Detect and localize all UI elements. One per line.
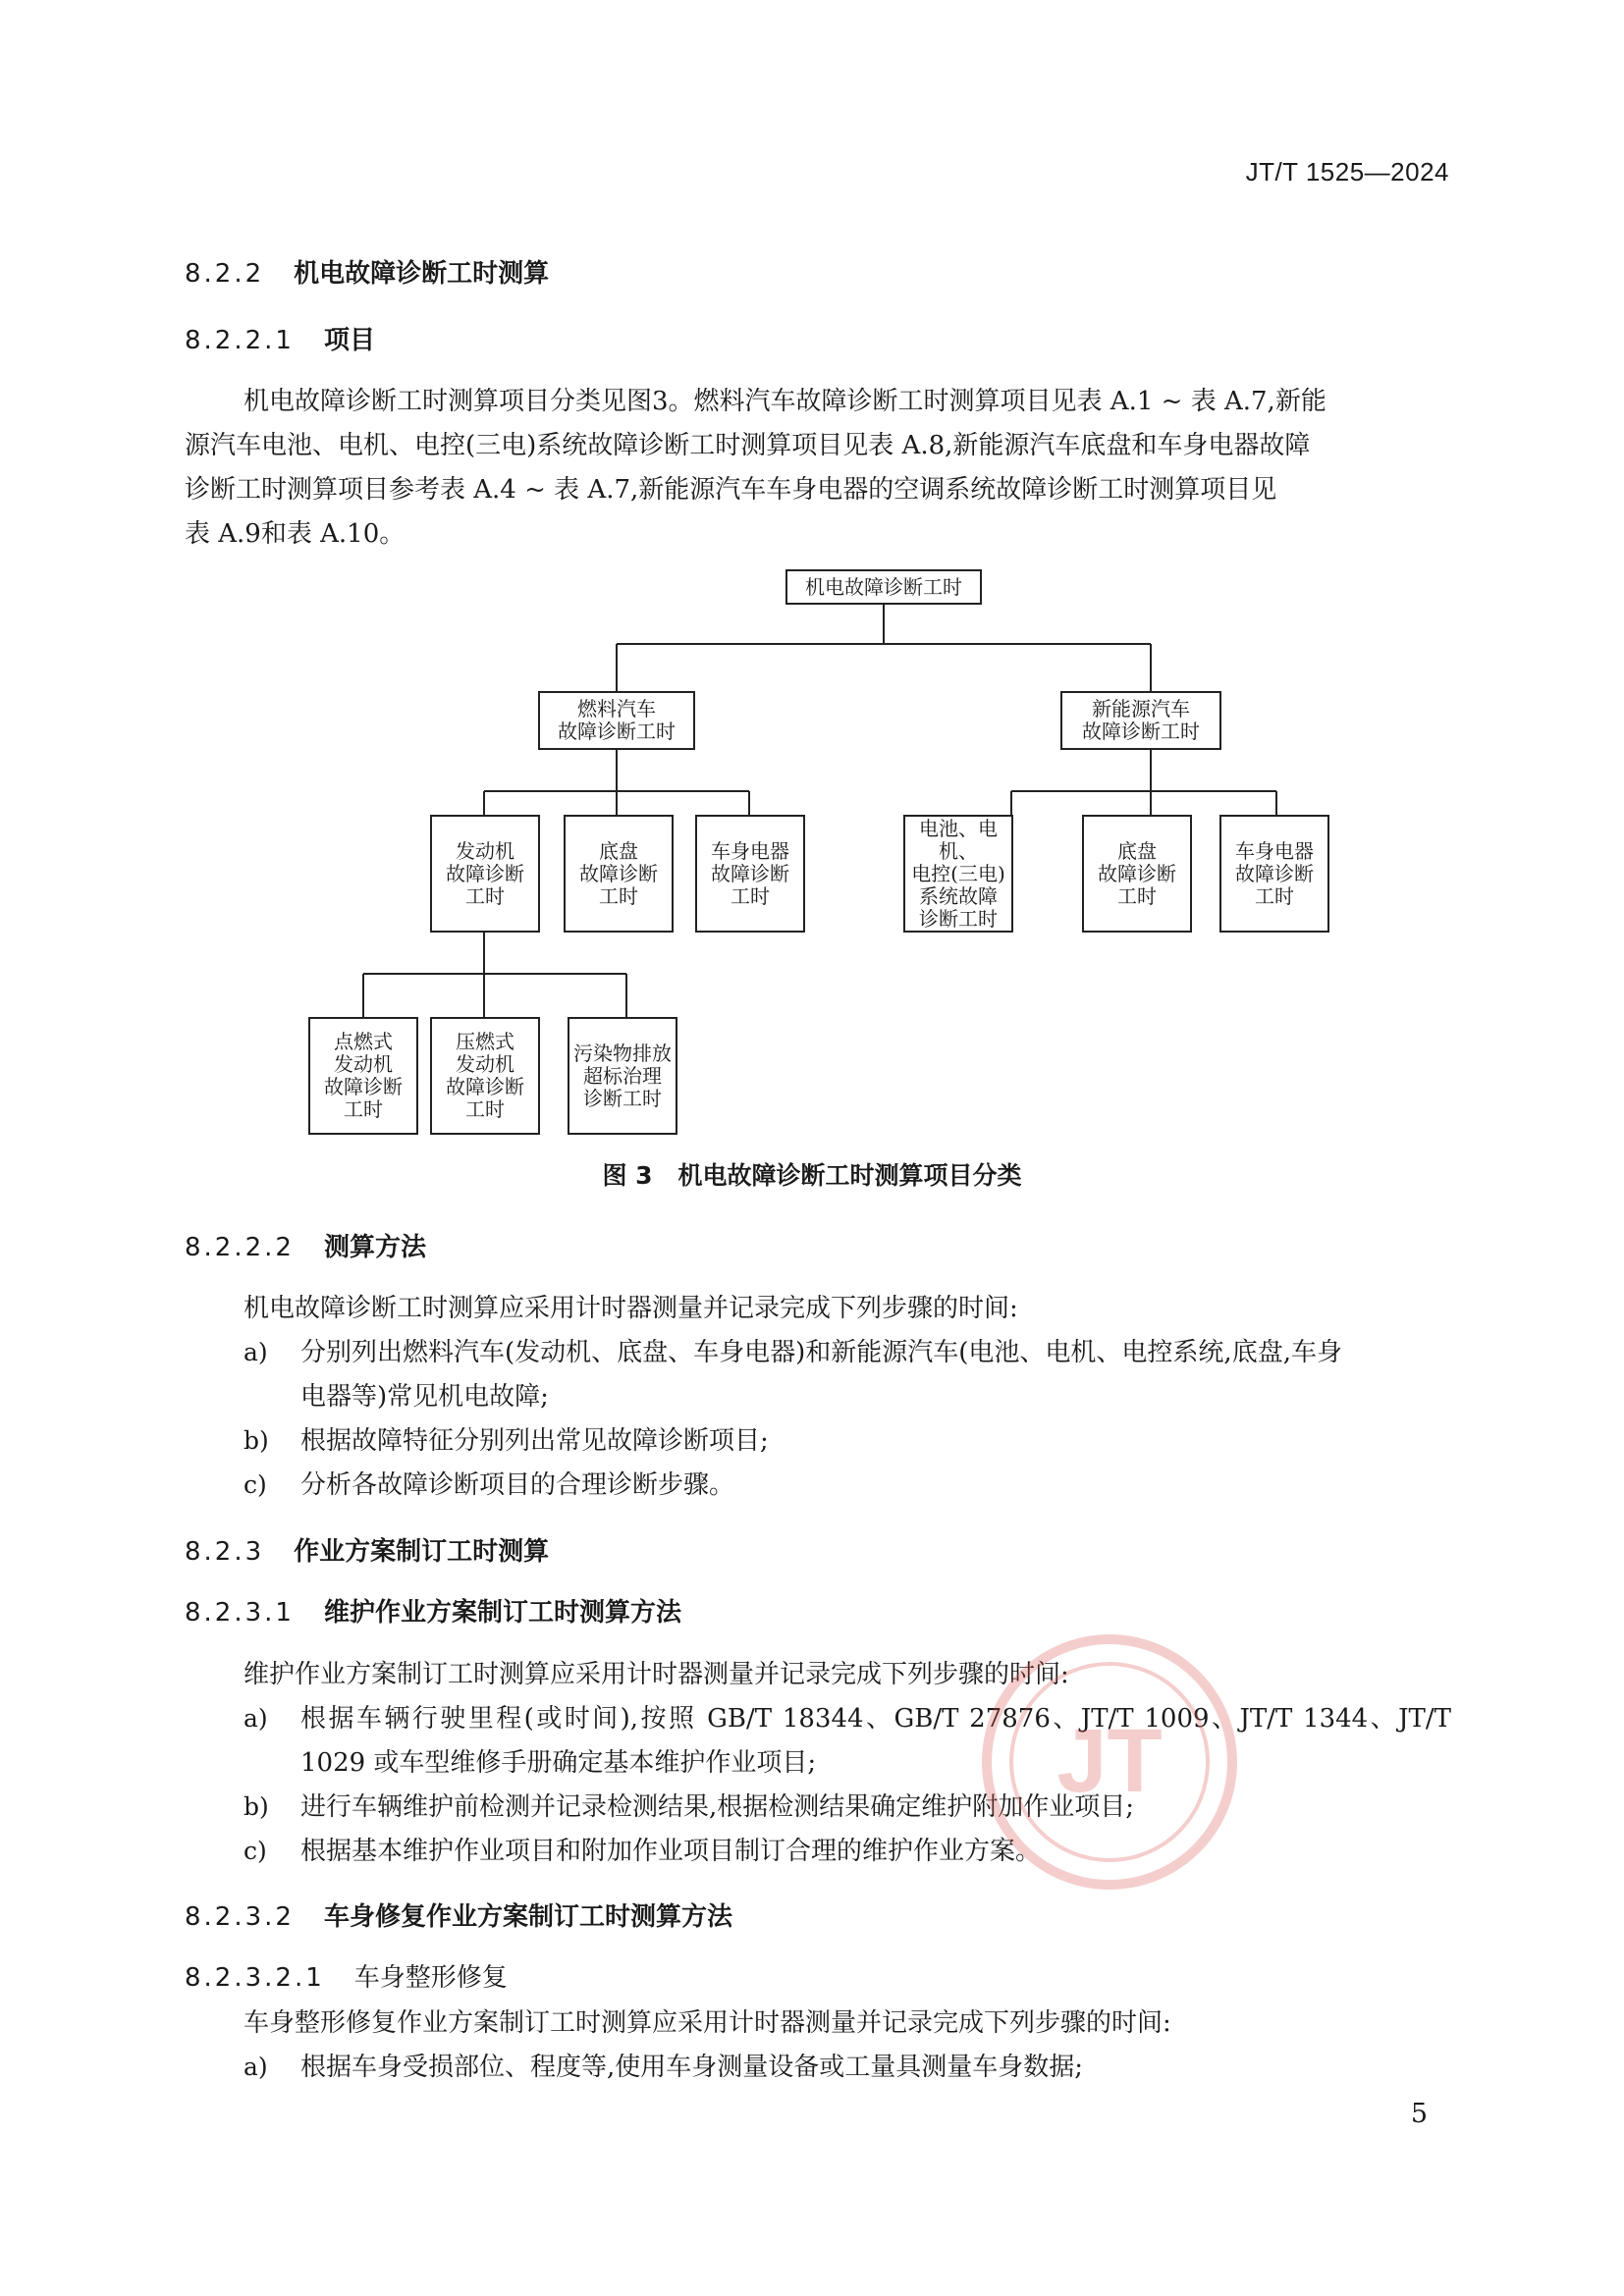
section-heading-8-2-3: [185, 1531, 549, 1568]
node-body-electrical-nev: 车身电器 故障诊断 工时: [1219, 815, 1329, 933]
section-heading-8-2-2: [185, 253, 549, 290]
figure-number: 图 3: [602, 1161, 653, 1190]
section-heading-8-2-2-2: [185, 1227, 426, 1263]
node-spark-ignition: 点燃式 发动机 故障诊断 工时: [308, 1017, 418, 1135]
list-item-line: 分析各故障诊断项目的合理诊断步骤。: [300, 1470, 735, 1500]
list-label: c): [244, 1470, 267, 1499]
paragraph-line: 机电故障诊断工时测算项目分类见图3。燃料汽车故障诊断工时测算项目见表 A.1 ~ 表 A.7,新能: [244, 387, 1326, 416]
jt-stamp-watermark: [977, 1629, 1242, 1895]
figure-title: 机电故障诊断工时测算项目分类: [677, 1161, 1022, 1190]
section-number: 8.2.2.2: [185, 1233, 295, 1262]
section-title: 维护作业方案制订工时测算方法: [323, 1598, 681, 1628]
section-heading-8-2-2-1: [185, 320, 375, 356]
node-fuel-vehicle: 燃料汽车 故障诊断工时: [538, 691, 695, 750]
section-number: 8.2.2.1: [185, 326, 295, 355]
list-item-line: 根据基本维护作业项目和附加作业项目制订合理的维护作业方案。: [300, 1837, 1042, 1866]
section-title: 项目: [323, 326, 375, 355]
list-item-line: 进行车辆维护前检测并记录检测结果,根据检测结果确定维护附加作业项目;: [300, 1792, 1135, 1822]
section-number: 8.2.3.1: [185, 1598, 295, 1628]
list-item-line: 根据故障特征分别列出常见故障诊断项目;: [300, 1426, 769, 1456]
node-chassis-fuel: 底盘 故障诊断 工时: [564, 815, 674, 933]
paragraph-intro: 车身整形修复作业方案制订工时测算应采用计时器测量并记录完成下列步骤的时间:: [244, 2008, 1171, 2038]
document-number: JT/T 1525—2024: [1245, 157, 1449, 187]
page-number: 5: [1410, 2099, 1428, 2129]
section-heading-8-2-3-2: [185, 1896, 732, 1933]
list-item-line: 1029 或车型维修手册确定基本维护作业项目;: [300, 1748, 817, 1778]
section-title: 车身整形修复: [353, 1963, 508, 1993]
node-emission-control: 污染物排放 超标治理 诊断工时: [568, 1017, 677, 1135]
list-item-line: 根据车辆行驶里程(或时间),按照 GB/T 18344、GB/T 27876、JT/T 1009、JT/T 1344、JT/T: [300, 1704, 1451, 1734]
section-title: 车身修复作业方案制订工时测算方法: [323, 1902, 732, 1932]
list-item-line: 电器等)常见机电故障;: [300, 1382, 549, 1412]
list-label: c): [244, 1837, 267, 1865]
list-label: b): [244, 1426, 269, 1455]
figure-caption: [0, 1156, 1624, 1192]
node-body-electrical-fuel: 车身电器 故障诊断 工时: [695, 815, 805, 933]
paragraph-intro: 机电故障诊断工时测算应采用计时器测量并记录完成下列步骤的时间:: [244, 1294, 1018, 1323]
node-compression-ignition: 压燃式 发动机 故障诊断 工时: [430, 1017, 540, 1135]
section-title: 测算方法: [323, 1233, 426, 1262]
paragraph-line: 诊断工时测算项目参考表 A.4 ~ 表 A.7,新能源汽车车身电器的空调系统故障诊断工时测算项目见: [185, 475, 1277, 505]
list-label: a): [244, 2053, 268, 2081]
paragraph-line: 表 A.9和表 A.10。: [185, 519, 406, 549]
section-number: 8.2.3: [185, 1537, 265, 1567]
section-title: 作业方案制订工时测算: [294, 1537, 550, 1567]
list-item-line: 根据车身受损部位、程度等,使用车身测量设备或工量具测量车身数据;: [300, 2053, 1084, 2082]
node-three-electric: 电池、电机、 电控(三电) 系统故障 诊断工时: [903, 815, 1013, 933]
section-heading-8-2-3-2-1: [185, 1957, 508, 1994]
node-new-energy-vehicle: 新能源汽车 故障诊断工时: [1060, 691, 1221, 750]
section-title: 机电故障诊断工时测算: [294, 259, 550, 289]
paragraph-line: 源汽车电池、电机、电控(三电)系统故障诊断工时测算项目见表 A.8,新能源汽车底盘和车身电器故障: [185, 431, 1311, 460]
list-label: a): [244, 1704, 268, 1733]
node-engine: 发动机 故障诊断 工时: [430, 815, 540, 933]
stamp-text: JT: [1056, 1711, 1163, 1811]
section-heading-8-2-3-1: [185, 1592, 681, 1629]
list-label: a): [244, 1338, 268, 1366]
section-number: 8.2.3.2: [185, 1902, 295, 1932]
list-item-line: 分别列出燃料汽车(发动机、底盘、车身电器)和新能源汽车(电池、电机、电控系统,底盘,车身: [300, 1338, 1342, 1367]
section-number: 8.2.3.2.1: [185, 1963, 325, 1993]
list-label: b): [244, 1792, 269, 1821]
node-root: 机电故障诊断工时: [785, 569, 982, 605]
paragraph-intro: 维护作业方案制订工时测算应采用计时器测量并记录完成下列步骤的时间:: [244, 1660, 1069, 1689]
classification-diagram: [295, 558, 1326, 1147]
section-number: 8.2.2: [185, 259, 265, 289]
node-chassis-nev: 底盘 故障诊断 工时: [1082, 815, 1192, 933]
